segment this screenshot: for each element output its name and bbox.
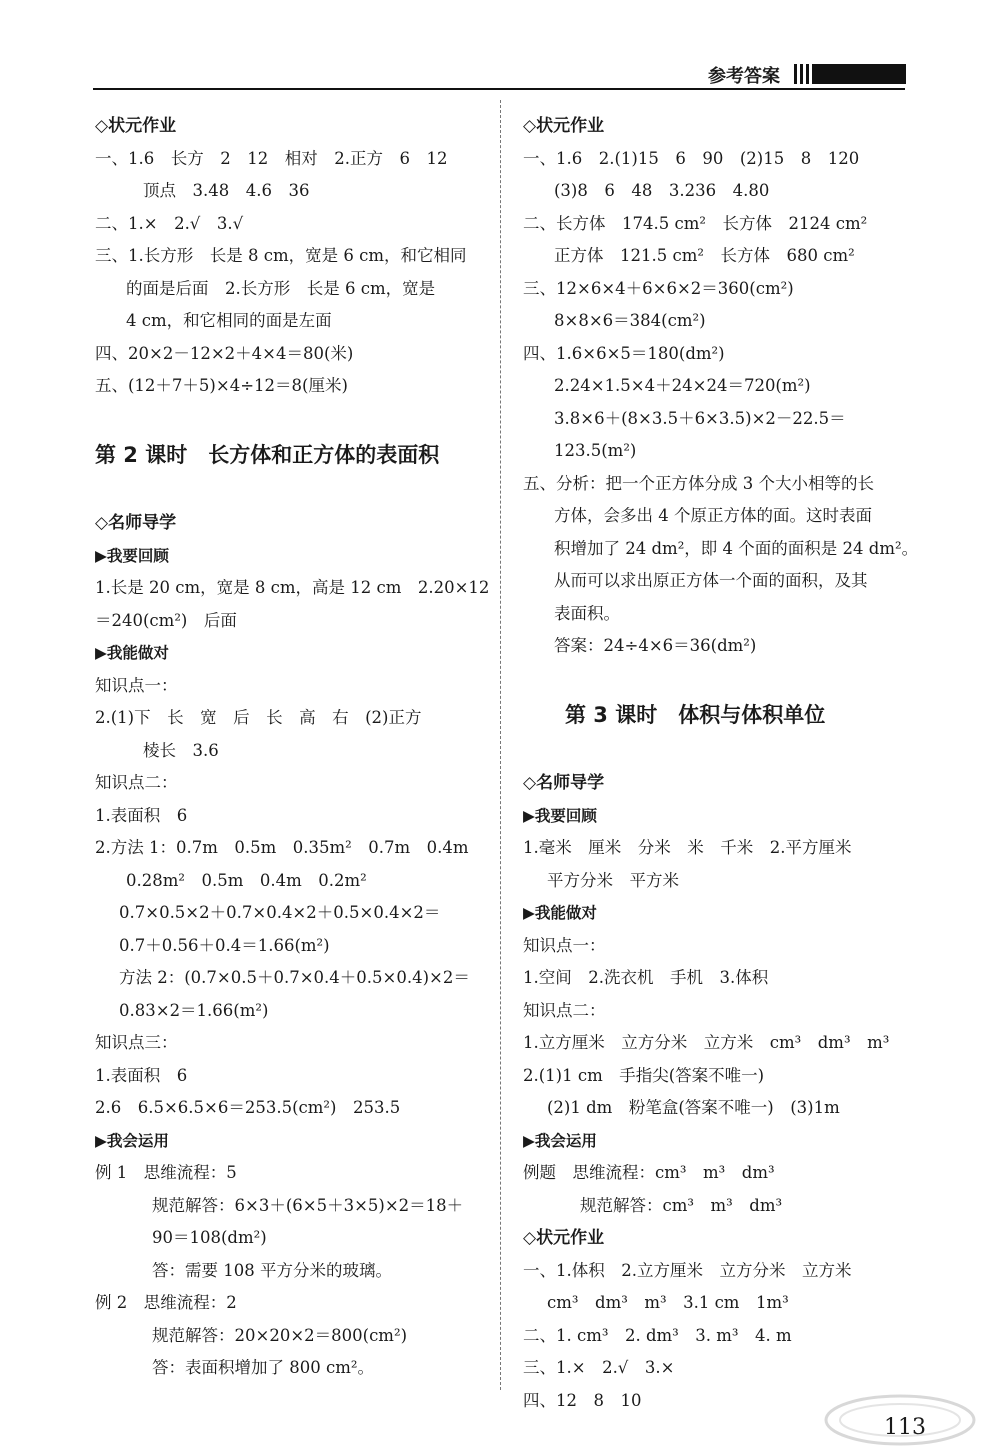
answer-line: 3.8×6＋(8×3.5＋6×3.5)×2－22.5＝ <box>554 408 846 428</box>
answer-line: 例题 思维流程：cm³ m³ dm³ <box>523 1163 775 1182</box>
left-column <box>95 110 490 1385</box>
answer-line: 知识点一： <box>95 675 178 695</box>
answer-line: (2)1 dm 粉笔盒(答案不唯一) (3)1m <box>547 1098 840 1117</box>
answer-line: 知识点二： <box>95 773 178 792</box>
answer-line: 的面是后面 2.长方形 长是 6 cm，宽是 <box>126 278 436 298</box>
answer-line: cm³ dm³ m³ 3.1 cm 1m³ <box>547 1293 789 1312</box>
answer-line: 一、1.6 长方 2 12 相对 2.正方 6 12 <box>95 148 448 168</box>
spacer <box>95 471 490 507</box>
answer-line: 答：需要 108 平方分米的玻璃。 <box>152 1260 392 1280</box>
section-heading: ◇名师导学 <box>523 773 605 793</box>
answer-line: 2.(1)1 cm 手指尖(答案不唯一) <box>523 1065 765 1085</box>
answer-line: 方体，会多出 4 个原正方体的面。这时表面 <box>554 506 872 525</box>
answer-line: 123.5(m²) <box>554 441 637 460</box>
answer-line: 从而可以求出原正方体一个面的面积，及其 <box>554 571 868 590</box>
section-heading: ◇状元作业 <box>523 116 605 136</box>
spacer <box>523 731 913 767</box>
subsection-heading: ▶我能做对 <box>523 904 597 922</box>
answer-line: 正方体 121.5 cm² 长方体 680 cm² <box>554 246 855 265</box>
answer-line: 四、12 8 10 <box>523 1390 642 1410</box>
answer-line: 知识点一： <box>523 935 606 955</box>
answer-line: 0.7×0.5×2＋0.7×0.4×2＋0.5×0.4×2＝ <box>119 903 441 922</box>
answer-line: 顶点 3.48 4.6 36 <box>143 181 310 200</box>
answer-line: 五、分析：把一个正方体分成 3 个大小相等的长 <box>523 473 874 493</box>
answer-line: 1.毫米 厘米 分米 米 千米 2.平方厘米 <box>523 838 852 857</box>
answer-line: 0.28m² 0.5m 0.4m 0.2m² <box>126 870 367 890</box>
answer-line: 平方分米 平方米 <box>547 870 679 890</box>
answer-line: 2.方法 1：0.7m 0.5m 0.35m² 0.7m 0.4m <box>95 838 469 857</box>
answer-line: ＝240(cm²) 后面 <box>95 610 237 630</box>
header-rule <box>93 88 905 90</box>
answer-line: 1.表面积 6 <box>95 1065 188 1085</box>
subsection-heading: ▶我能做对 <box>95 644 169 662</box>
subsection-heading: ▶我要回顾 <box>95 546 169 565</box>
section-heading: ◇名师导学 <box>95 513 177 533</box>
answer-line: 棱长 3.6 <box>143 740 219 760</box>
answer-line: 积增加了 24 dm²，即 4 个面的面积是 24 dm²。 <box>554 538 919 558</box>
answer-line: 二、1.× 2.√ 3.√ <box>95 213 244 233</box>
answer-line: 0.7＋0.56＋0.4＝1.66(m²) <box>119 935 330 955</box>
answer-line: 三、12×6×4＋6×6×2＝360(cm²) <box>523 278 794 298</box>
right-column <box>523 110 919 1417</box>
subsection-heading: ▶我要回顾 <box>523 806 597 825</box>
answer-line: 例 1 思维流程：5 <box>95 1163 237 1182</box>
answer-line: 4 cm，和它相同的面是左面 <box>126 311 332 330</box>
answer-line: 三、1.× 2.√ 3.× <box>523 1358 675 1377</box>
answer-line: 0.83×2＝1.66(m²) <box>119 1000 269 1020</box>
answer-line: 例 2 思维流程：2 <box>95 1293 237 1312</box>
answer-line: 8×8×6＝384(cm²) <box>554 311 706 330</box>
answer-line: 90＝108(dm²) <box>152 1228 267 1247</box>
answer-line: (3)8 6 48 3.236 4.80 <box>554 181 770 200</box>
answer-line: 2.6 6.5×6.5×6＝253.5(cm²) 253.5 <box>95 1098 401 1117</box>
section-heading: ◇状元作业 <box>523 1228 605 1248</box>
answer-line: 1.长是 20 cm，宽是 8 cm，高是 12 cm 2.20×12 <box>95 578 490 597</box>
answer-line: 2.(1)下 长 宽 后 长 高 右 (2)正方 <box>95 708 422 727</box>
answer-line: 规范解答：20×20×2＝800(cm²) <box>152 1325 408 1345</box>
answer-line: 四、1.6×6×5＝180(dm²) <box>523 343 725 363</box>
answer-line: 知识点三： <box>95 1033 178 1052</box>
answer-line: 五、(12＋7＋5)×4÷12＝8(厘米) <box>95 376 348 395</box>
answer-line: 三、1.长方形 长是 8 cm，宽是 6 cm，和它相同 <box>95 246 467 265</box>
answer-line: 一、1.6 2.(1)15 6 90 (2)15 8 120 <box>523 148 860 168</box>
subsection-heading: ▶我会运用 <box>523 1131 597 1150</box>
answer-line: 规范解答：6×3＋(6×5＋3×5)×2＝18＋ <box>152 1195 464 1215</box>
section-heading: ◇状元作业 <box>95 116 177 136</box>
answer-line: 答案：24÷4×6＝36(dm²) <box>554 636 757 655</box>
answer-line: 知识点二： <box>523 1000 606 1020</box>
answer-line: 二、1. cm³ 2. dm³ 3. m³ 4. m <box>523 1325 792 1345</box>
answer-line: 一、1.体积 2.立方厘米 立方分米 立方米 <box>523 1260 852 1280</box>
answer-line: 四、20×2－12×2＋4×4＝80(米) <box>95 343 354 363</box>
page-number: 113 <box>884 1415 926 1440</box>
answer-line: 1.空间 2.洗衣机 手机 3.体积 <box>523 968 769 987</box>
answer-line: 答：表面积增加了 800 cm²。 <box>152 1358 374 1377</box>
answer-line: 二、长方体 174.5 cm² 长方体 2124 cm² <box>523 213 868 233</box>
header-title: 参考答案 <box>708 66 780 87</box>
answer-line: 1.立方厘米 立方分米 立方米 cm³ dm³ m³ <box>523 1033 890 1052</box>
answer-line: 表面积。 <box>554 603 620 623</box>
column-divider <box>500 100 501 1390</box>
lesson-title: 第 2 课时 长方体和正方体的表面积 <box>95 442 440 467</box>
subsection-heading: ▶我会运用 <box>95 1131 169 1150</box>
watermark-logo <box>820 1390 980 1450</box>
spacer <box>523 663 913 699</box>
spacer <box>95 403 490 439</box>
answer-line: 方法 2：(0.7×0.5＋0.7×0.4＋0.5×0.4)×2＝ <box>119 968 470 987</box>
answer-line: 规范解答：cm³ m³ dm³ <box>580 1195 783 1215</box>
lesson-title: 第 3 课时 体积与体积单位 <box>523 702 826 727</box>
answer-line: 2.24×1.5×4＋24×24＝720(m²) <box>554 376 811 395</box>
answer-line: 1.表面积 6 <box>95 805 188 825</box>
